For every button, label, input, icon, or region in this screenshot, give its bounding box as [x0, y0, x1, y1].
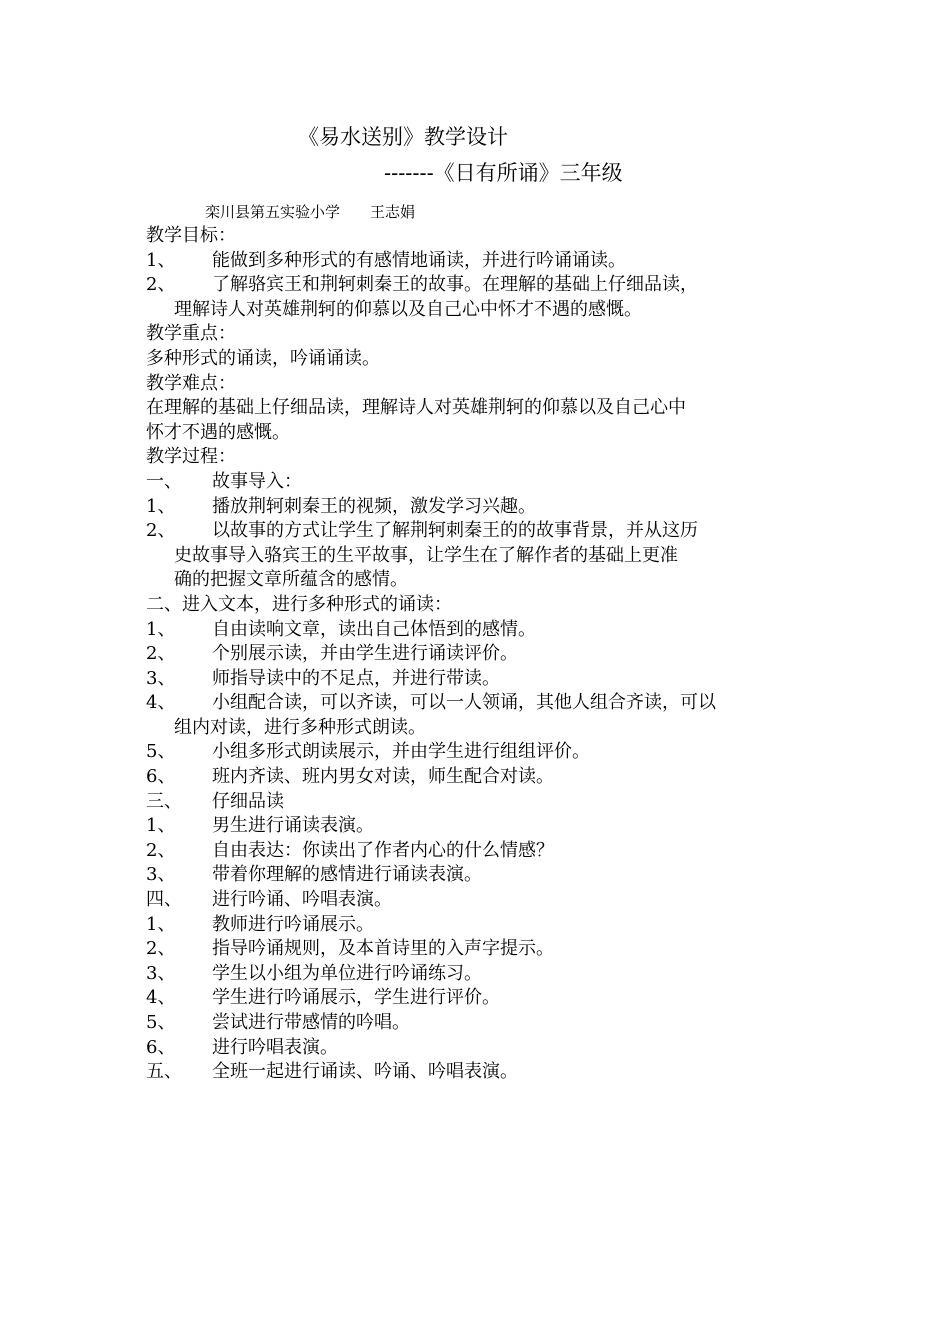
- item-text: 个别展示读，并由学生进行诵读评价。: [212, 643, 518, 665]
- key-points-text: 多种形式的诵读，吟诵诵读。: [146, 347, 380, 369]
- item-number: 6、: [146, 766, 176, 788]
- item-text: 班内齐读、班内男女对读，师生配合对读。: [212, 766, 554, 788]
- goal-number: 1、: [146, 249, 176, 271]
- process-item: [146, 495, 810, 520]
- section-title: 仔细品读: [212, 790, 284, 812]
- item-text: 指导吟诵规则，及本首诗里的入声字提示。: [212, 938, 554, 960]
- goal-item: [146, 249, 810, 274]
- process-item: [146, 1011, 810, 1036]
- item-number: 2、: [146, 520, 176, 542]
- goal-item: [146, 273, 810, 322]
- item-text-continued: 确的把握文章所蕴含的感情。: [174, 569, 408, 591]
- goal-text-continued: 理解诗人对英雄荆轲的仰慕以及自己心中怀才不遇的感慨。: [174, 298, 642, 320]
- item-number: 6、: [146, 1036, 176, 1058]
- process-heading: 教学过程：: [146, 446, 236, 468]
- item-text: 小组配合读，可以齐读，可以一人领诵，其他人组合齐读，可以: [212, 692, 716, 714]
- item-text: 带着你理解的感情进行诵读表演。: [212, 864, 482, 886]
- item-number: 1、: [146, 815, 176, 837]
- author-name: 王志娟: [370, 203, 416, 221]
- section-number: 五、: [146, 1061, 182, 1083]
- item-number: 3、: [146, 962, 176, 984]
- process-item: [146, 618, 810, 643]
- item-number: 1、: [146, 495, 176, 517]
- item-text-continued: 史故事导入骆宾王的生平故事，让学生在了解作者的基础上更准: [174, 544, 678, 566]
- item-number: 2、: [146, 643, 176, 665]
- process-item: [146, 839, 810, 864]
- author-line: [205, 201, 415, 223]
- item-text: 学生进行吟诵展示，学生进行评价。: [212, 987, 500, 1009]
- section-title: 二、进入文本，进行多种形式的诵读：: [146, 593, 452, 615]
- document-title: 《易水送别》教学设计: [298, 125, 508, 149]
- item-text-continued: 组内对读，进行多种形式朗读。: [174, 716, 426, 738]
- goal-number: 2、: [146, 274, 176, 296]
- section-number: 三、: [146, 790, 182, 812]
- item-number: 1、: [146, 618, 176, 640]
- process-item: [146, 863, 810, 888]
- author-school: 栾川县第五实验小学: [205, 203, 341, 221]
- item-text: 师指导读中的不足点，并进行带读。: [212, 667, 500, 689]
- item-text: 以故事的方式让学生了解荆轲刺秦王的的故事背景，并从这历: [212, 520, 698, 542]
- item-text: 学生以小组为单位进行吟诵练习。: [212, 962, 482, 984]
- difficulties-heading: 教学难点：: [146, 372, 236, 394]
- process-item: [146, 667, 810, 692]
- difficulties-text-continued: 怀才不遇的感慨。: [146, 421, 290, 443]
- section-heading: [146, 888, 810, 913]
- item-text: 尝试进行带感情的吟唱。: [212, 1012, 410, 1033]
- goal-text: 能做到多种形式的有感情地诵读，并进行吟诵诵读。: [212, 249, 626, 271]
- item-number: 4、: [146, 692, 176, 714]
- item-text: 播放荆轲刺秦王的视频，激发学习兴趣。: [212, 495, 536, 517]
- process-item: [146, 986, 810, 1011]
- item-text: 小组多形式朗读展示，并由学生进行组组评价。: [212, 741, 590, 763]
- process-item: [146, 691, 810, 740]
- key-points-heading: 教学重点：: [146, 323, 236, 345]
- process-item: [146, 814, 810, 839]
- item-text: 男生进行诵读表演。: [212, 815, 374, 837]
- section-title: 故事导入：: [212, 470, 302, 492]
- process-item: [146, 913, 810, 938]
- item-text: 自由表达：你读出了作者内心的什么情感？: [212, 839, 554, 861]
- process-item: [146, 937, 810, 962]
- item-number: 4、: [146, 987, 176, 1009]
- item-number: 3、: [146, 864, 176, 886]
- section-number: 一、: [146, 470, 182, 492]
- section-title: 全班一起进行诵读、吟诵、吟唱表演。: [212, 1061, 518, 1083]
- difficulties-text: 在理解的基础上仔细品读，理解诗人对英雄荆轲的仰慕以及自己心中: [146, 397, 686, 419]
- item-number: 3、: [146, 667, 176, 689]
- process-item: [146, 519, 810, 593]
- process-item: [146, 962, 810, 987]
- goal-text: 了解骆宾王和荆轲刺秦王的故事。在理解的基础上仔细品读，: [212, 274, 698, 296]
- item-text: 进行吟唱表演。: [212, 1036, 338, 1058]
- section-heading: [146, 1060, 810, 1085]
- item-number: 5、: [146, 741, 176, 763]
- section-heading: [146, 790, 810, 815]
- item-number: 2、: [146, 938, 176, 960]
- process-item: [146, 765, 810, 790]
- section-heading: [146, 470, 810, 495]
- process-item: [146, 1036, 810, 1061]
- process-item: [146, 642, 810, 667]
- item-number: 2、: [146, 839, 176, 861]
- goals-heading: 教学目标：: [146, 225, 236, 246]
- item-number: 1、: [146, 913, 176, 935]
- item-text: 教师进行吟诵展示。: [212, 913, 374, 935]
- process-item: [146, 740, 810, 765]
- section-number: 四、: [146, 889, 182, 911]
- document-subtitle: -------《日有所诵》三年级: [384, 161, 623, 185]
- document-body: [146, 224, 810, 1085]
- item-text: 自由读响文章，读出自己体悟到的感情。: [212, 618, 536, 640]
- item-number: 5、: [146, 1012, 176, 1033]
- section-title: 进行吟诵、吟唱表演。: [212, 889, 392, 911]
